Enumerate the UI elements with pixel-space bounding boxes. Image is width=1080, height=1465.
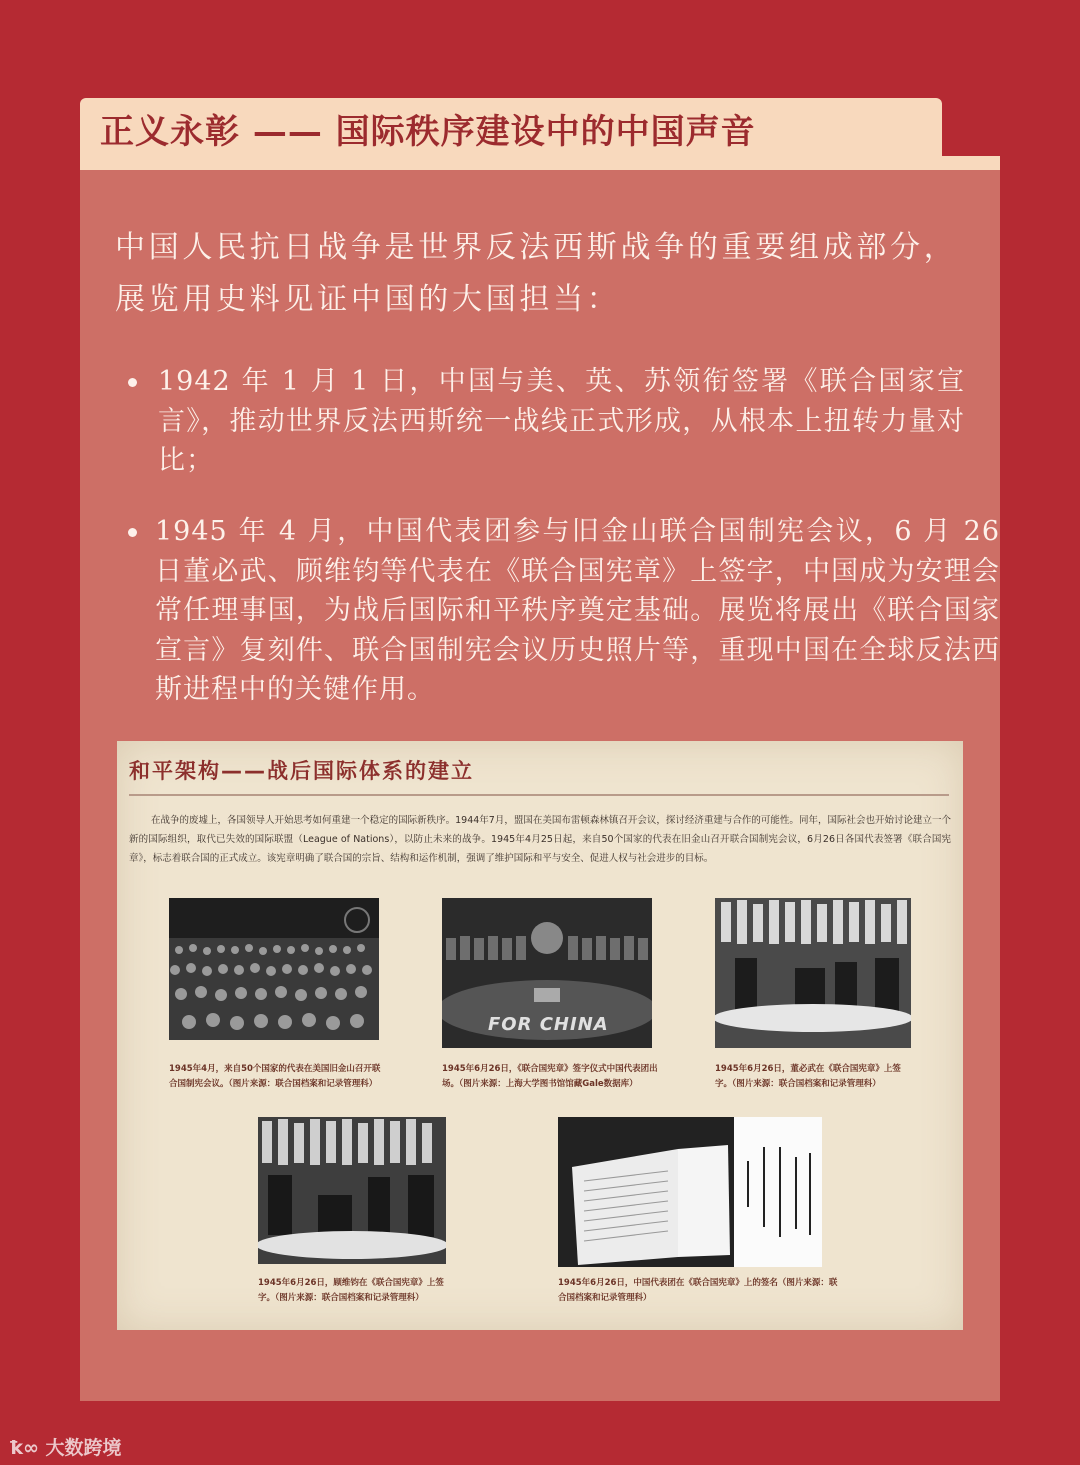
photo-caption: 1945年6月26日，《联合国宪章》签字仪式中国代表团出场。（图片来源：上海大学图书馆馆藏Gale数据库） bbox=[442, 1064, 658, 1089]
photo-charter-signatures bbox=[558, 1117, 822, 1267]
board-divider bbox=[129, 794, 949, 796]
watermark-text: 大数跨境 bbox=[45, 1437, 122, 1459]
photo-dong-biwu-signing bbox=[715, 898, 911, 1048]
bullet-list bbox=[120, 362, 1000, 705]
board-paragraph: 在战争的废墟上，各国领导人开始思考如何重建一个稳定的国际新秩序。1944年7月，盟国在美国布雷顿森林镇召开会议，探讨经济重建与合作的可能性。同年，国际社会也开始讨论建立一个新的国际组织，取代已失效的国际联盟（League of Nations），以防止未来的战争。1945年4月25日起，来自50个国家的代表在旧金山召开联合国制宪会议，6月26日各国代表签署《联合国宪章》，标志着联合国的正式成立。该宪章明确了联合国的宗旨、结构和运作机制，强调了维护国际和平与安全、促进人权与社会进步的目标。 bbox=[129, 815, 951, 864]
photo-caption: 1945年4月，来自50个国家的代表在美国旧金山召开联合国制宪会议。（图片来源：联合国档案和记录管理科） bbox=[169, 1064, 381, 1089]
bullet-item bbox=[120, 512, 1000, 710]
watermark-logo bbox=[10, 1433, 122, 1460]
photo-caption: 1945年6月26日，中国代表团在《联合国宪章》上的签名（图片来源：联合国档案和记录管理科） bbox=[558, 1278, 838, 1303]
header-strip bbox=[80, 156, 1000, 170]
photo-caption: 1945年6月26日，董必武在《联合国宪章》上签字。（图片来源：联合国档案和记录管理科） bbox=[715, 1064, 901, 1089]
exhibition-board bbox=[117, 741, 963, 1330]
photo-overlay-text: FOR CHINA bbox=[488, 1014, 609, 1035]
photo-caption: 1945年6月26日，顾维钧在《联合国宪章》上签字。（图片来源：联合国档案和记录管理科） bbox=[258, 1278, 444, 1303]
photo-conference-audience bbox=[169, 898, 379, 1040]
board-title: 和平架构——战后国际体系的建立 bbox=[129, 759, 474, 783]
bullet-text: 1945 年 4 月，中国代表团参与旧金山联合国制宪会议，6 月 26 日董必武、顾维钧等代表在《联合国宪章》上签字，中国成为安理会常任理事国，为战后国际和平秩序奠定基础。展览将展出《联合国家宣言》复刻件、联合国制宪会议历史照片等，重现中国在全球反法西斯进程中的关键作用。 bbox=[155, 516, 1000, 705]
bullet-item bbox=[120, 362, 965, 481]
photo-koo-signing bbox=[258, 1117, 446, 1264]
bullet-text: 1942 年 1 月 1 日，中国与美、英、苏领衔签署《联合国家宣言》，推动世界反法西斯统一战线正式形成，从根本上扭转力量对比； bbox=[158, 366, 965, 476]
bullet-dot-icon bbox=[128, 528, 137, 537]
bullet-dot-icon bbox=[128, 378, 137, 387]
section-title: 正义永彰 —— 国际秩序建设中的中国声音 bbox=[100, 112, 756, 152]
logo-icon: ꝁ∞ bbox=[10, 1437, 46, 1459]
intro-paragraph: 中国人民抗日战争是世界反法西斯战争的重要组成部分，展览用史料见证中国的大国担当： bbox=[115, 230, 958, 317]
photo-signing-stage bbox=[442, 898, 652, 1048]
